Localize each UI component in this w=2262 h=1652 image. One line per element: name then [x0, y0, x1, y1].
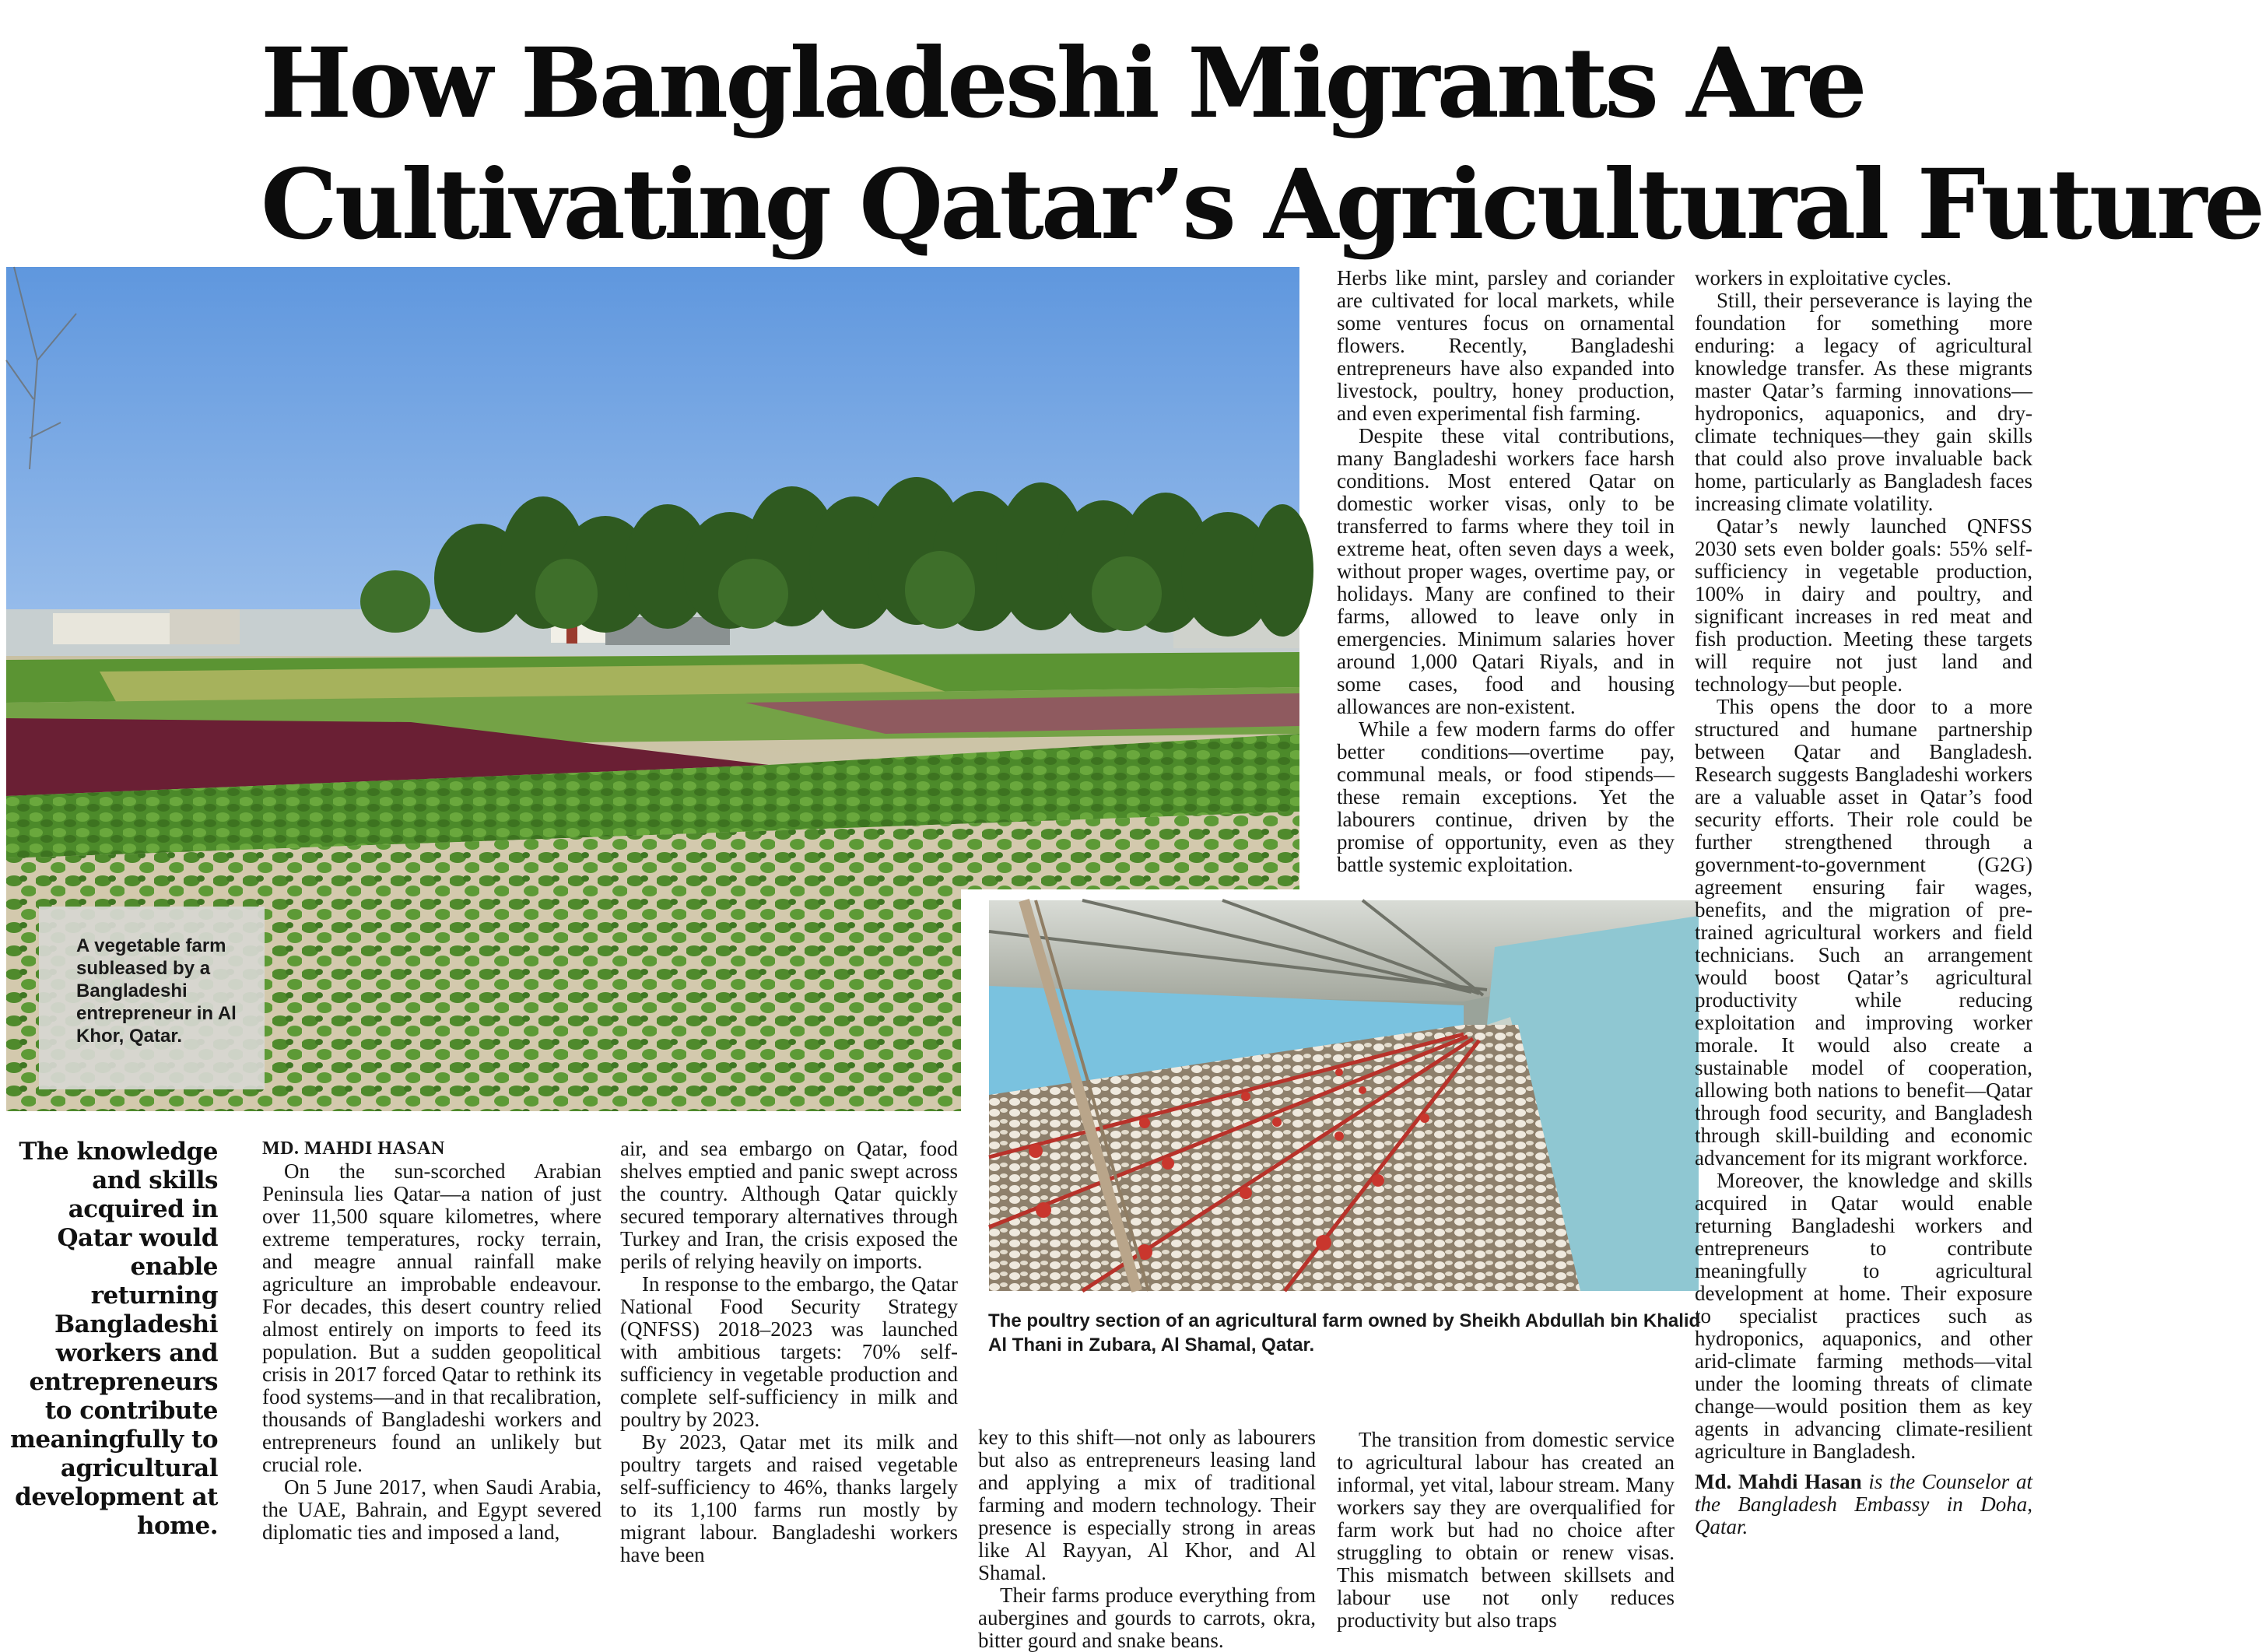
headline-line-1: How Bangladeshi Migrants Are	[261, 27, 1864, 140]
article-column-5	[1695, 267, 2032, 1538]
paragraph: air, and sea embargo on Qatar, food shelves emptied and panic swept across the country. Although Qatar quickly secured temporary alternatives through Turkey and Iran, the crisis exposed the perils of relying heavily on imports.	[620, 1137, 958, 1273]
paragraph: In response to the embargo, the Qatar National Food Security Strategy (QNFSS) 2018–2023 was launched with ambitious targets: 70% self-sufficiency in vegetable production and complete self-sufficiency in milk and poultry by 2023.	[620, 1272, 958, 1431]
headline	[261, 23, 2262, 266]
article-column-3	[978, 1426, 1316, 1652]
paragraph: Still, their perseverance is laying the foundation for something more enduring: a legacy of agricultural knowledge transfer. As these migrants master Qatar’s farming innovations—hydroponics, aquaponics, and dry-climate techniques—they gain skills that could also prove invaluable back home, particularly as Bangladesh faces increasing climate volatility.	[1695, 289, 2032, 515]
poultry-photo	[989, 900, 1699, 1291]
author-name: Md. Mahdi Hasan	[1695, 1470, 1862, 1493]
pull-quote: The knowledge and skills acquired in Qatar would enable returning Bangladeshi workers and entrepreneurs to contribute meaningfully to agricultural development at home.	[10, 1138, 218, 1540]
paragraph: workers in exploitative cycles.	[1695, 266, 1952, 289]
author-signature	[1695, 1471, 2032, 1538]
paragraph: The transition from domestic service to agricultural labour has created an informal, yet vital, labour stream. Many workers say they are overqualified for farm work but had no choice after struggling to obtain or renew visas. This mismatch between skillsets and labour use not only reduces productivity but also traps	[1337, 1428, 1675, 1632]
photo-caption-vegetable-farm	[39, 907, 265, 1089]
article-column-2	[620, 1138, 958, 1566]
paragraph: This opens the door to a more structured and humane partnership between Qatar and Bangladesh. Research suggests Bangladeshi workers are a valuable asset in Qatar’s food security efforts. Their role could be further strengthened through a government-to-government (G2G) agreement ensuring fair wages, benefits, and the migration of pre-trained agricultural workers and field technicians. Such an arrangement would boost Qatar’s agricultural productivity while reducing exploitation and improving worker morale. It would also create a sustainable model of cooperation, allowing both nations to benefit—Qatar through food security, and Bangladesh through skill-building and economic advancement for its migrant workforce.	[1695, 695, 2032, 1170]
byline: MD. MAHDI HASAN	[262, 1138, 445, 1159]
paragraph: By 2023, Qatar met its milk and poultry targets and raised vegetable self-sufficiency to 46%, thanks largely to its 1,100 farms run mostly by migrant labour. Bangladeshi workers have been	[620, 1430, 958, 1566]
article-column-1	[262, 1138, 601, 1544]
paragraph: Their farms produce everything from aubergines and gourds to carrots, okra, bitter gourd and snake beans.	[978, 1584, 1316, 1652]
paragraph: key to this shift—not only as labourers but also as entrepreneurs leasing land and applying a mix of traditional farming and modern technology. Their presence is especially strong in areas like Al Rayyan, Al Khor, and Al Shamal.	[978, 1426, 1316, 1584]
author-role: is the Counselor at the Bangladesh Embassy in Doha, Qatar.	[1695, 1470, 2032, 1538]
article-column-4-top	[1337, 267, 1675, 876]
paragraph: Despite these vital contributions, many Bangladeshi workers face harsh conditions. Most entered Qatar on domestic worker visas, only to be transferred to farms where they toil in extreme heat, often seven days a week, without proper wages, overtime pay, or holidays. Many are confined to their farms, allowed to leave only in emergencies. Minimum salaries hover around 1,000 Qatari Riyals, and in some cases, food and housing allowances are non-existent.	[1337, 424, 1675, 718]
paragraph: Qatar’s newly launched QNFSS 2030 sets even bolder goals: 55% self-sufficiency in vegetable production, 100% in dairy and poultry, and significant increases in red meat and fish production. Meeting these targets will require not just land and technology—but people.	[1695, 514, 2032, 696]
paragraph: While a few modern farms do offer better conditions—overtime pay, communal meals, or food stipends—these remain exceptions. Yet the labourers continue, driven by the promise of opportunity, even as they battle systemic exploitation.	[1337, 717, 1675, 876]
paragraph: On 5 June 2017, when Saudi Arabia, the UAE, Bahrain, and Egypt severed diplomatic ties and imposed a land,	[262, 1475, 601, 1544]
photo-caption-poultry: The poultry section of an agricultural farm owned by Sheikh Abdullah bin Khalid Al Thani in Zubara, Al Shamal, Qatar.	[988, 1310, 1701, 1356]
article-column-4-bottom	[1337, 1429, 1675, 1632]
photo-caption-text: A vegetable farm subleased by a Bangladeshi entrepreneur in Al Khor, Qatar.	[76, 935, 237, 1047]
paragraph: On the sun-scorched Arabian Peninsula lies Qatar—a nation of just over 11,500 square kilometres, where extreme temperatures, rocky terrain, and meagre annual rainfall make agriculture an improbable endeavour. For decades, this desert country relied almost entirely on imports to feed its population. But a sudden geopolitical crisis in 2017 forced Qatar to rethink its food systems—and in that recalibration, thousands of Bangladeshi workers and entrepreneurs found an unlikely but crucial role.	[262, 1159, 601, 1476]
paragraph: Herbs like mint, parsley and coriander are cultivated for local markets, while some ventures focus on ornamental flowers. Recently, Bangladeshi entrepreneurs have also expanded into livestock, poultry, honey production, and even experimental fish farming.	[1337, 266, 1675, 425]
headline-line-2: Cultivating Qatar’s Agricultural Future	[261, 149, 2262, 261]
paragraph: Moreover, the knowledge and skills acquired in Qatar would enable returning Bangladeshi workers and entrepreneurs to contribute meaningfully to agricultural development at home. Their exposure to specialist practices such as hydroponics, aquaponics, and other arid-climate farming methods—vital under the looming threats of climate change—would position them as key agents in advancing climate-resilient agriculture in Bangladesh.	[1695, 1169, 2032, 1463]
